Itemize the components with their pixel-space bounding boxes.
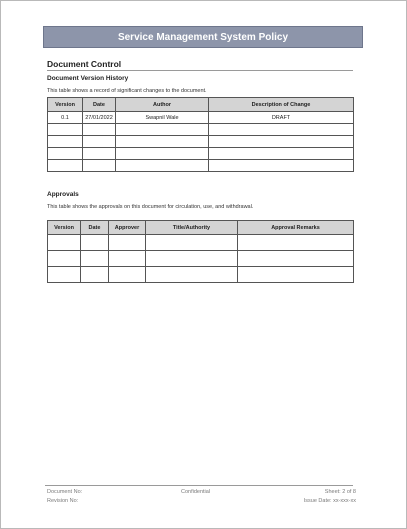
sheet-number: Sheet: 2 of 8 (324, 489, 356, 495)
table-row (48, 251, 354, 267)
table-cell: DRAFT (209, 112, 354, 124)
table-cell (83, 148, 116, 160)
version-history-note: This table shows a record of significant changes to the document. (47, 88, 207, 94)
document-title: Service Management System Policy (117, 31, 289, 43)
column-header: Date (83, 98, 116, 112)
column-header: Description of Change (209, 98, 354, 112)
table-cell (116, 124, 209, 136)
footer-divider (45, 485, 353, 486)
table-cell (48, 148, 83, 160)
table-header-row (48, 98, 354, 112)
table-cell (146, 235, 238, 251)
table-cell: 0.1 (48, 112, 83, 124)
table-cell (146, 251, 238, 267)
table-cell (109, 267, 146, 283)
section-divider (47, 70, 353, 71)
revision-number-label: Revision No: (47, 498, 79, 504)
table-cell (116, 136, 209, 148)
table-cell (81, 251, 109, 267)
table-cell (209, 124, 354, 136)
table-cell (48, 267, 81, 283)
issue-date: Issue Date: xx-xxx-xx (303, 498, 356, 504)
table-cell (238, 251, 354, 267)
table-header-row (48, 221, 354, 235)
table-cell (81, 235, 109, 251)
table-cell (48, 124, 83, 136)
table-row (48, 124, 354, 136)
column-header: Author (116, 98, 209, 112)
table-cell (146, 267, 238, 283)
approvals-table (47, 220, 354, 283)
approvals-note: This table shows the approvals on this document for circulation, use, and withdrawal. (47, 204, 254, 210)
table-cell (209, 136, 354, 148)
column-header: Date (81, 221, 109, 235)
table-cell (83, 124, 116, 136)
table-cell (116, 148, 209, 160)
document-title-banner (43, 26, 363, 48)
table-cell (209, 160, 354, 172)
table-row (48, 112, 354, 124)
classification-label: Confidential (181, 489, 211, 495)
version-history-table (47, 97, 354, 172)
table-row (48, 267, 354, 283)
table-row (48, 235, 354, 251)
table-cell (83, 160, 116, 172)
table-row (48, 160, 354, 172)
column-header: Approver (109, 221, 146, 235)
table-cell (109, 251, 146, 267)
table-cell (116, 160, 209, 172)
table-cell: Swapnil Wale (116, 112, 209, 124)
section-title: Document Control (47, 59, 122, 69)
table-cell (209, 148, 354, 160)
table-cell: 27/01/2022 (83, 112, 116, 124)
table-row (48, 136, 354, 148)
table-cell (81, 267, 109, 283)
table-row (48, 148, 354, 160)
column-header: Approval Remarks (238, 221, 354, 235)
table-cell (48, 136, 83, 148)
column-header: Version (48, 221, 81, 235)
table-cell (238, 235, 354, 251)
column-header: Version (48, 98, 83, 112)
document-number-label: Document No: (47, 489, 83, 495)
table-cell (109, 235, 146, 251)
column-header: Title/Authority (146, 221, 238, 235)
version-history-title: Document Version History (47, 75, 129, 82)
table-cell (48, 251, 81, 267)
table-cell (48, 160, 83, 172)
table-cell (48, 235, 81, 251)
approvals-title: Approvals (47, 191, 79, 198)
table-cell (83, 136, 116, 148)
table-cell (238, 267, 354, 283)
